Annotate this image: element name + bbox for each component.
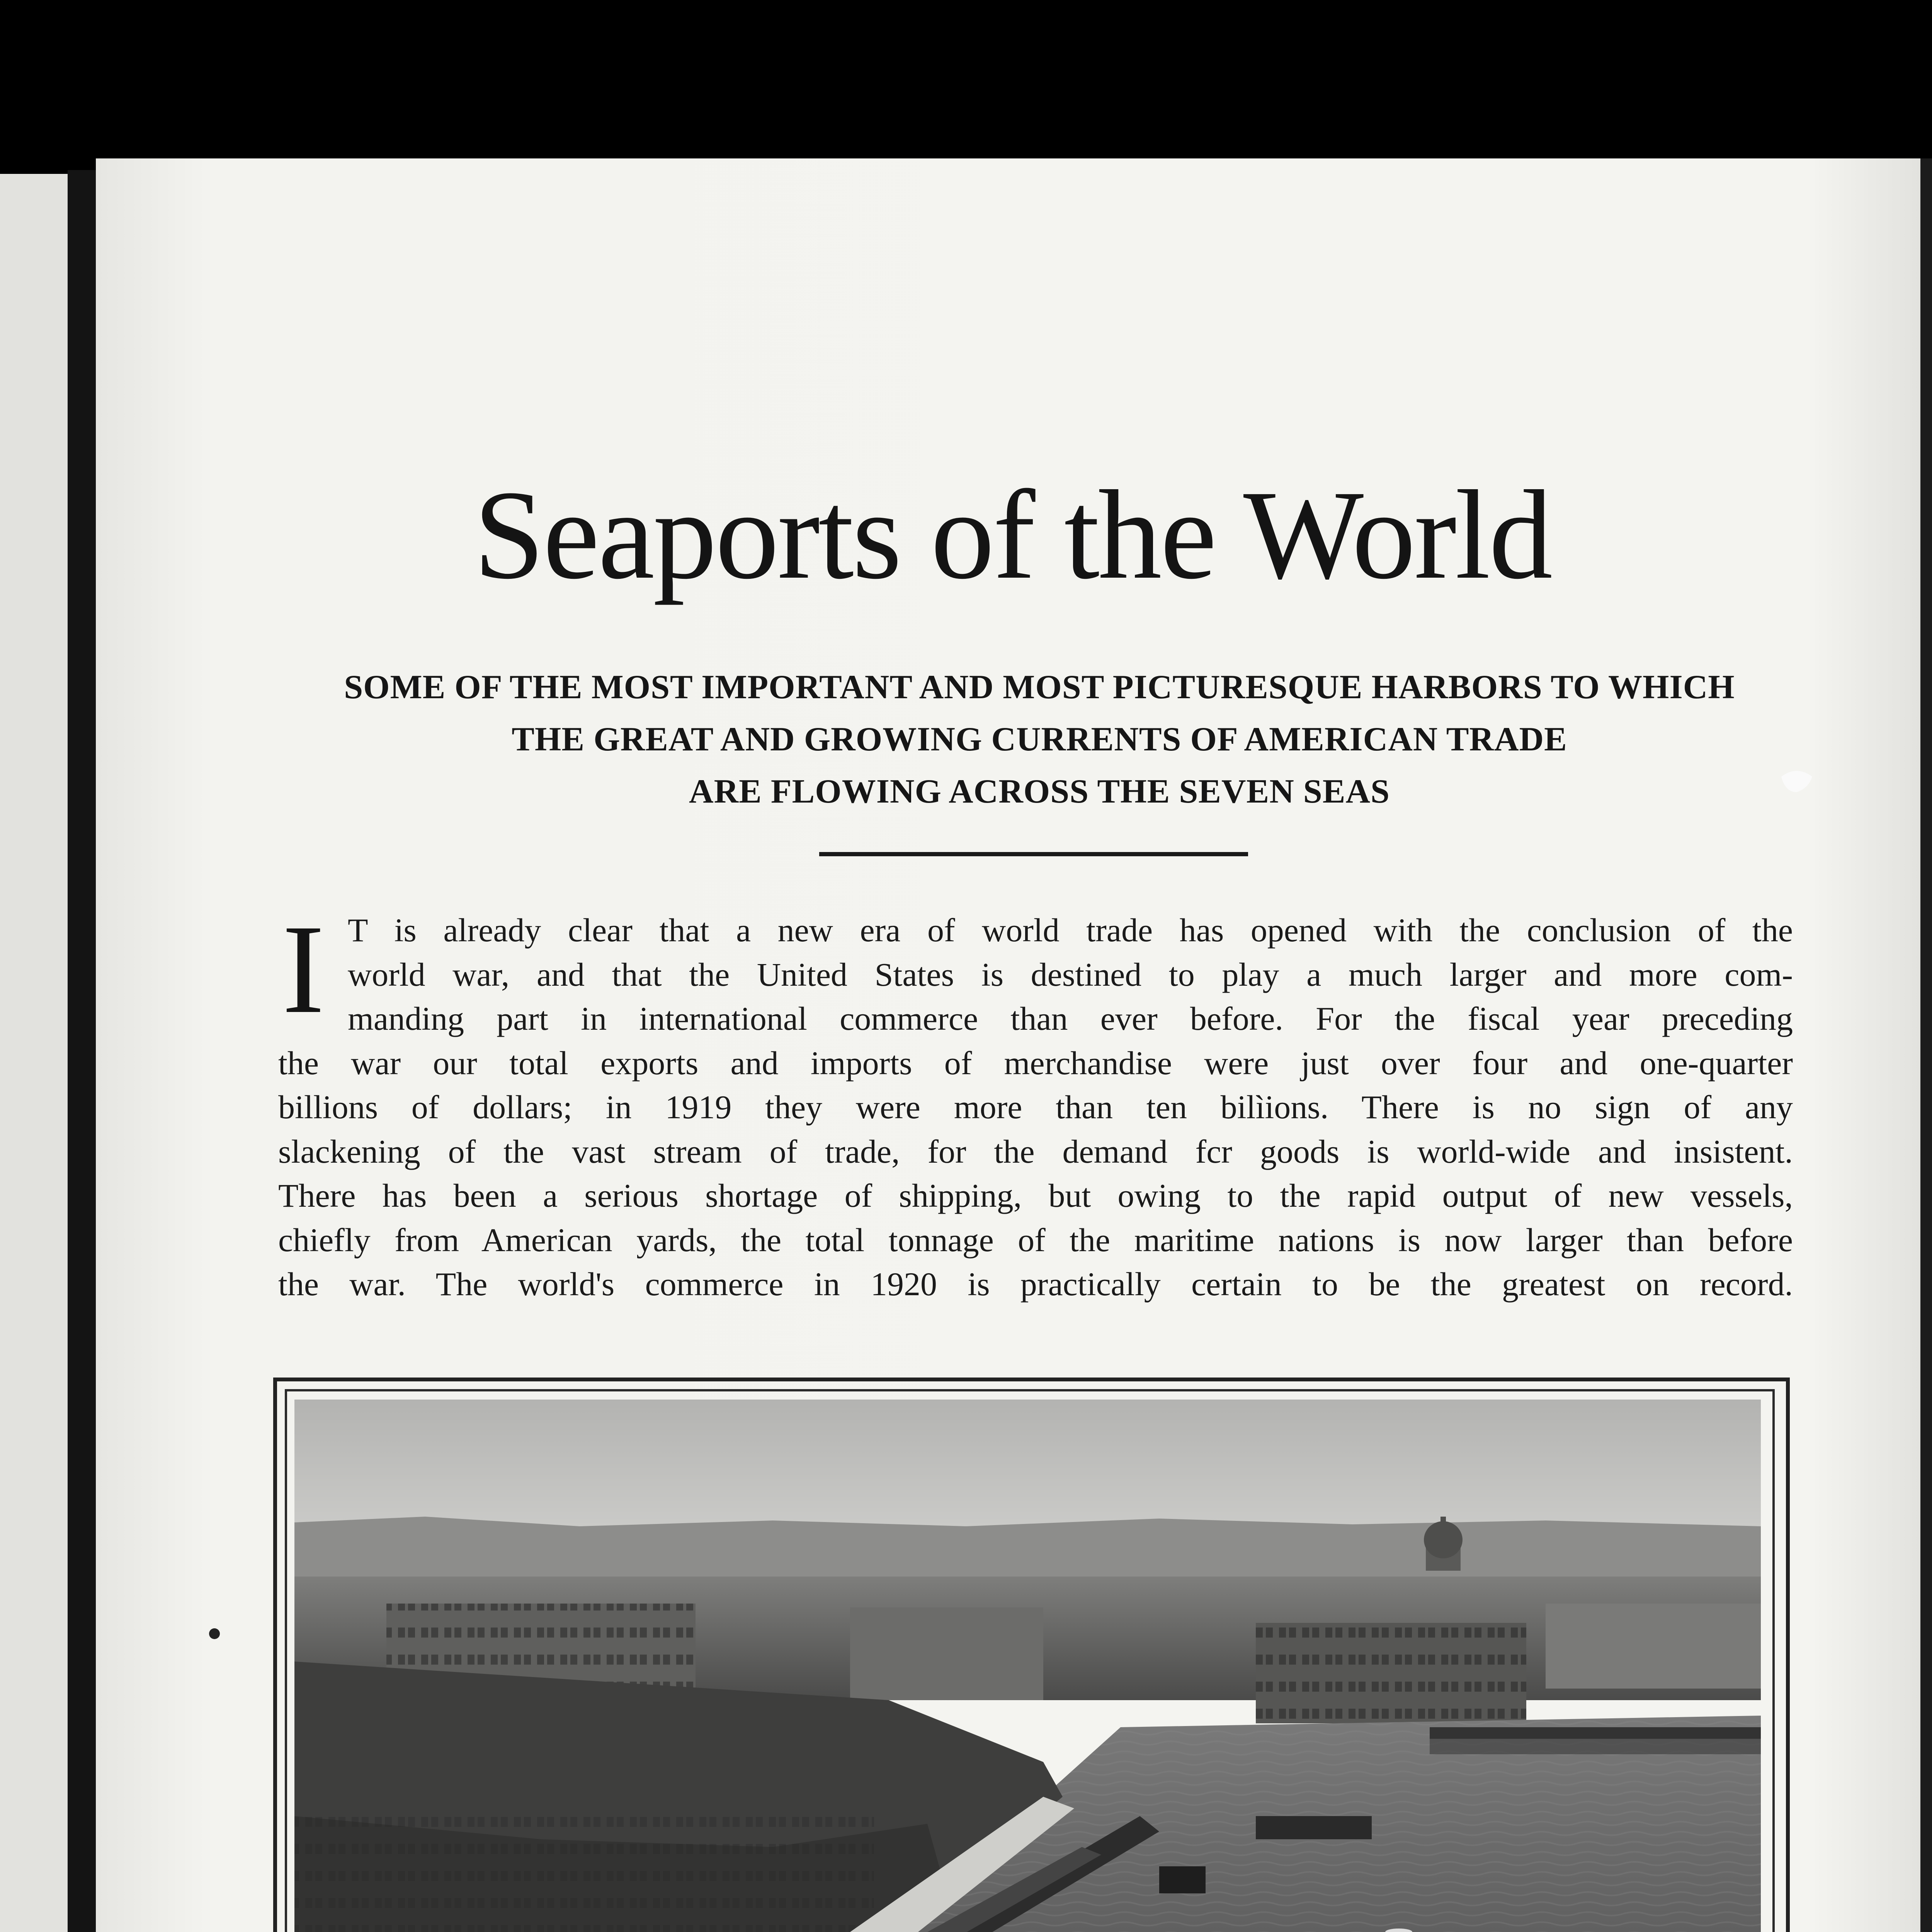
body-line-8: chiefly from American yards, the total tonnage of the maritime nations is now larger than before: [278, 1221, 1793, 1259]
body-line-4: the war our total exports and imports of merchandise were just over four and one-quarter: [278, 1044, 1793, 1082]
divider-rule: [819, 852, 1248, 856]
subtitle-line-3: ARE FLOWING ACROSS THE SEVEN SEAS: [689, 773, 1390, 810]
body-line-7: There has been a serious shortage of shipping, but owing to the rapid output of new vessels,: [278, 1177, 1793, 1214]
body-line-5: billions of dollars; in 1919 they were more than ten bilìions. There is no sign of any: [278, 1088, 1793, 1126]
drop-cap: I: [282, 899, 325, 1040]
article-body: [278, 899, 1793, 1306]
body-line-9: the war. The world's commerce in 1920 is practically certain to be the greatest on record.: [278, 1265, 1793, 1303]
body-line-3: manding part in international commerce than ever before. For the fiscal year preceding: [348, 1000, 1793, 1037]
body-line-6: slackening of the vast stream of trade, for the demand fcr goods is world-wide and insistent.: [278, 1133, 1793, 1170]
body-line-2: world war, and that the United States is destined to play a much larger and more com-: [348, 956, 1793, 993]
subtitle-line-1: SOME OF THE MOST IMPORTANT AND MOST PICTURESQUE HARBORS TO WHICH: [344, 668, 1735, 706]
article-title: Seaports of the World: [473, 464, 1551, 605]
subtitle-line-2: THE GREAT AND GROWING CURRENTS OF AMERICAN TRADE: [512, 721, 1567, 758]
body-line-1: T is already clear that a new era of world trade has opened with the conclusion of the: [348, 912, 1793, 949]
